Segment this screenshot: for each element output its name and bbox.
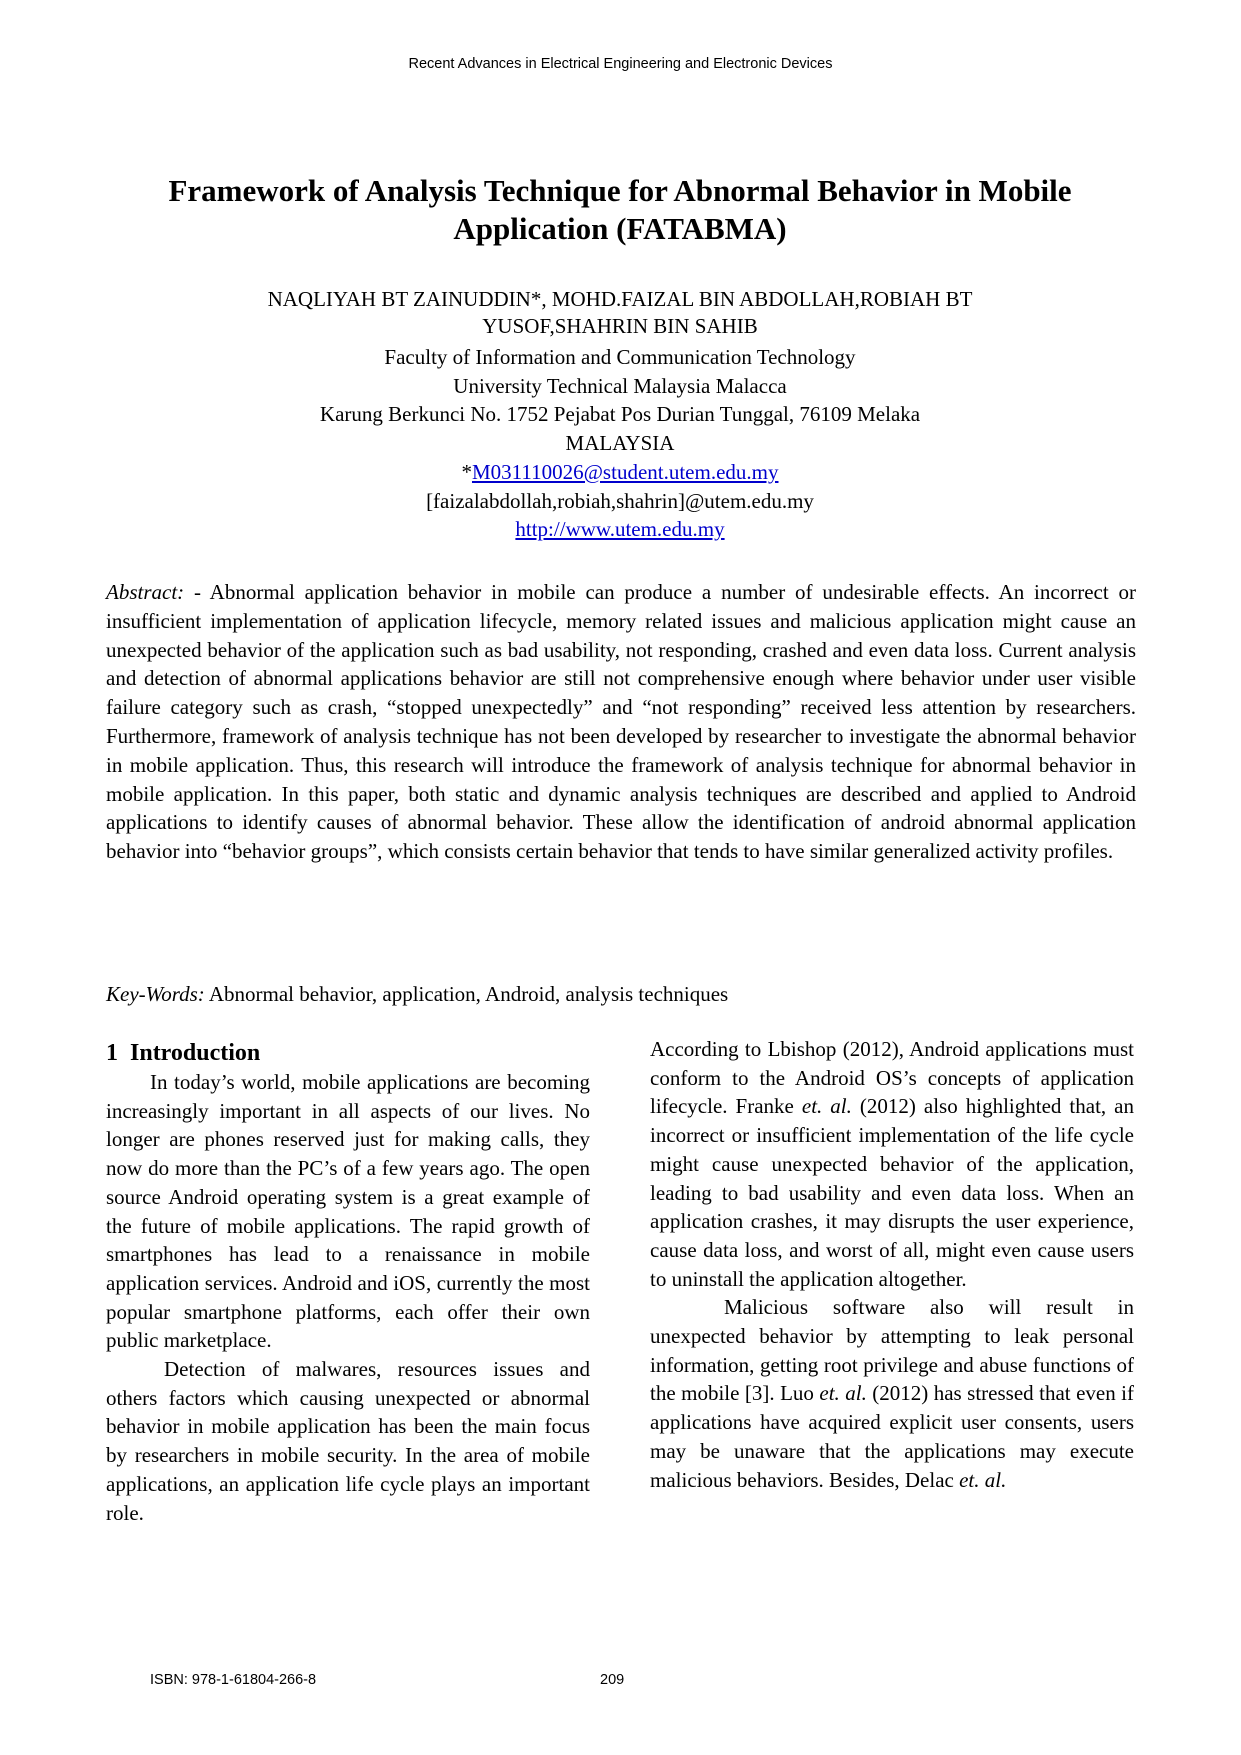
website-line (150, 515, 1090, 544)
paragraph (650, 1035, 1134, 1293)
running-header: Recent Advances in Electrical Engineering and Electronic Devices (408, 56, 833, 72)
keywords-text: Abnormal behavior, application, Android, analysis techniques (204, 982, 729, 1006)
abstract-label: Abstract: (106, 580, 185, 604)
paragraph-text: (2012) also highlighted that, an incorrect or insufficient implementation of the life cycle might cause unexpected behavior of the application, leading to bad usability and even data loss. When an application crashes, it may disrupts the user experience, cause data loss, and worst of all, might even cause users to uninstall the application altogether. (650, 1094, 1134, 1291)
paragraph-text: (2012) has stressed that even if applications have acquired explicit user consents, users may be unaware that the applications may execute malicious behaviors. Besides, Delac (650, 1381, 1134, 1492)
paragraph-text: Malicious software also will result in unexpected behavior by attempting to leak personal information, getting root privilege and abuse functions of the mobile [3]. Luo (650, 1295, 1134, 1406)
page-number: 209 (600, 1672, 625, 1688)
faculty: Faculty of Information and Communication Technology (384, 345, 856, 369)
group-email: [faizalabdollah,robiah,shahrin]@utem.edu.my (426, 488, 814, 513)
corresponding-marker: * (461, 459, 472, 484)
authors-line-1: NAQLIYAH BT ZAINUDDIN*, MOHD.FAIZAL BIN ABDOLLAH,ROBIAH BT (267, 287, 973, 311)
paragraph-text: According to Lbishop (2012), Android applications must conform to the Android OS’s concepts of application lifecycle. Franke (650, 1037, 1134, 1119)
right-column (650, 1035, 1134, 1494)
abstract-text: - Abnormal application behavior in mobile can produce a number of undesirable effects. An incorrect or insufficient implementation of application lifecycle, memory related issues and malicious application might cause an unexpected behavior of the application such as bad usability, not responding, crashed and even data loss. Current analysis and detection of abnormal applications behavior are still not comprehensive enough where behavior under user visible failure category such as crash, “stopped unexpectedly” and “not responding” received less attention by researchers. Furthermore, framework of analysis technique has not been developed by researcher to investigate the abnormal behavior in mobile application. Thus, this research will introduce the framework of analysis technique for abnormal behavior in mobile application. In this paper, both static and dynamic analysis techniques are described and applied to Android applications to identify causes of abnormal behavior. These allow the identification of android abnormal application behavior into “behavior groups”, which consists certain behavior that tends to have similar generalized activity profiles. (106, 580, 1136, 864)
paper-title: Framework of Analysis Technique for Abnormal Behavior in Mobile Application (FATABMA) (168, 173, 1072, 246)
citation-etal: et. al. (959, 1467, 1007, 1492)
section-number: 1 (106, 1040, 118, 1066)
section-title: Introduction (130, 1040, 261, 1066)
author-list (150, 286, 1090, 340)
abstract (106, 578, 1136, 866)
keywords-label: Key-Words: (106, 982, 205, 1006)
authors-line-2: YUSOF,SHAHRIN BIN SAHIB (482, 314, 758, 338)
left-column (106, 1038, 590, 1527)
footer-isbn: ISBN: 978-1-61804-266-8 (150, 1672, 317, 1688)
university: University Technical Malaysia Malacca (453, 373, 787, 398)
keywords (106, 980, 1136, 1008)
postal-address: Karung Berkunci No. 1752 Pejabat Pos Durian Tunggal, 76109 Melaka (319, 402, 921, 427)
country: MALAYSIA (565, 431, 675, 456)
primary-email-link[interactable]: M031110026@student.utem.edu.my (471, 459, 779, 484)
section-heading (106, 1038, 590, 1068)
paragraph: Detection of malwares, resources issues and others factors which causing unexpected or abnormal behavior in mobile application has been the main focus by researchers in mobile security. In the area of mobile applications, an application life cycle plays an important role. (106, 1357, 590, 1525)
primary-email-line (150, 458, 1090, 487)
paragraph: In today’s world, mobile applications are becoming increasingly important in all aspects of our lives. No longer are phones reserved just for making calls, they now do more than the PC’s of a few years ago. The open source Android operating system is a great example of the future of mobile applications. The rapid growth of smartphones has lead to a renaissance in mobile application services. Android and iOS, currently the most popular smartphone platforms, each offer their own public marketplace. (106, 1070, 590, 1353)
website-link[interactable]: http://www.utem.edu.my (515, 517, 725, 542)
affiliation-block (150, 343, 1090, 544)
citation-etal: et. al. (801, 1094, 852, 1119)
citation-etal: et. al. (819, 1381, 867, 1406)
paragraph (650, 1293, 1134, 1494)
